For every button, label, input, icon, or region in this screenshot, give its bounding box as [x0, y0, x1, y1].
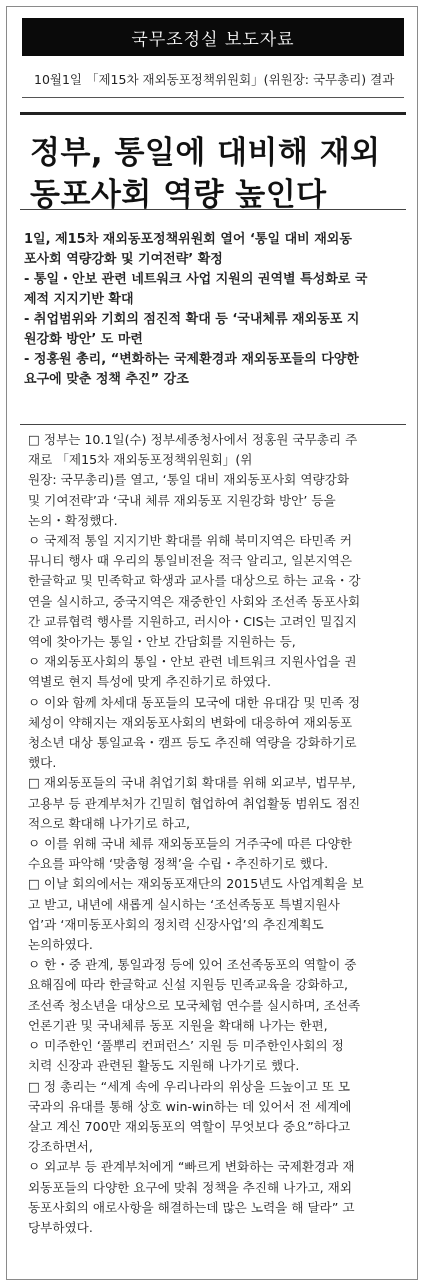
summary-line: 요구에 맞춘 정책 추진” 강조 [24, 372, 189, 387]
body-line: 체성이 약해지는 재외동포사회의 변화에 대응하여 재외동포 [28, 714, 353, 730]
body-line: 논의하였다. [28, 937, 93, 953]
body-line: ㅇ 외교부 등 관계부처에게 “빠르게 변화하는 국제환경과 재 [28, 1159, 355, 1175]
body-line: 역별로 현지 특성에 맞게 추진하기로 하였다. [28, 674, 271, 690]
body-line: 원장: 국무총리)를 열고, ‘통일 대비 재외동포사회 역량강화 [28, 472, 349, 488]
summary-divider [20, 424, 406, 425]
summary-line: 원강화 방안’ 도 마련 [24, 332, 143, 347]
body-line: 청소년 대상 통일교육・캠프 등도 추진해 역량을 강화하기로 [28, 735, 357, 751]
event-subtitle-text: 10월1일 「제15차 재외동포정책위원회」(위원장: 국무총리) 결과 [34, 71, 395, 87]
body-line: 외동포들의 다양한 요구에 맞춰 정책을 추진해 나가고, 재외 [28, 1179, 352, 1195]
body-line: ㅇ 재외동포사회의 통일・안보 관련 네트워크 지원사업을 권 [28, 654, 357, 670]
event-subtitle [22, 60, 404, 98]
body-line: 뮤니티 행사 때 우리의 통일비전을 적극 알리고, 일본지역은 [28, 553, 352, 569]
body-line: 및 기여전략’과 ‘국내 체류 재외동포 지원강화 방안’ 등을 [28, 492, 336, 508]
body-line: 수요를 파악해 ‘맞춤형 정책’을 수립・추진하기로 했다. [28, 856, 329, 872]
body-line: □ 정부는 10.1일(수) 정부세종청사에서 정홍원 국무총리 주 [28, 432, 358, 447]
body-line: ㅇ 한・중 관계, 통일과정 등에 있어 조선족동포의 역할이 중 [28, 957, 357, 973]
body-line: 당부하였다. [28, 1219, 93, 1235]
body-line: 업’과 ‘재미동포사회의 정치력 신장사업’의 추진계획도 [28, 916, 324, 932]
headline-box [20, 112, 406, 213]
body-line: ㅇ 이를 위해 국내 체류 재외동포들의 거주국에 따른 다양한 [28, 836, 352, 852]
summary-line: - 통일・안보 관련 네트워크 사업 지원의 권역별 특성화로 국 [24, 272, 368, 287]
body-line: 간 교류협력 행사를 지원하고, 러시아・CIS는 고려인 밀집지 [28, 613, 357, 629]
body-line: 적으로 확대해 나가기로 하고, [28, 815, 190, 831]
summary-line: - 취업범위와 기회의 점진적 확대 등 ‘국내체류 재외동포 지 [24, 312, 360, 327]
body-line: □ 이날 회의에서는 재외동포재단의 2015년도 사업계획을 보 [28, 876, 364, 892]
summary-line: 포사회 역량강화 및 기여전략’ 확정 [24, 252, 223, 267]
body-line: 언론기관 및 국내체류 동포 지원을 확대해 나가는 한편, [28, 1017, 328, 1033]
body-line: □ 정 총리는 “세계 속에 우리나라의 위상을 드높이고 또 모 [28, 1078, 351, 1094]
body-line: 고 받고, 내년에 새롭게 실시하는 ‘조선족동포 특별지원사 [28, 896, 340, 912]
body-line: 한글학교 및 민족학교 학생과 교사를 대상으로 하는 교육・강 [28, 573, 361, 589]
press-release-banner [22, 18, 404, 56]
body-text [28, 430, 408, 1238]
body-line: 국과의 유대를 통해 상호 win-win하는 데 있어서 전 세계에 [28, 1098, 352, 1114]
body-line: 요해짐에 따라 한글학교 신설 지원등 민족교육을 강화하고, [28, 977, 348, 993]
summary-line: 1일, 제15차 재외동포정책위원회 열어 ‘통일 대비 재외동 [24, 232, 352, 247]
summary-block [24, 230, 404, 390]
body-line: □ 재외동포들의 국내 취업기회 확대를 위해 외교부, 법무부, [28, 775, 356, 791]
headline-line-2: 동포사회 역량 높인다 [30, 177, 327, 213]
body-line: ㅇ 미주한인 ‘풀뿌리 컨퍼런스’ 지원 등 미주한인사회의 정 [28, 1038, 344, 1054]
summary-line: - 정홍원 총리, “변화하는 국제환경과 재외동포들의 다양한 [24, 352, 359, 367]
banner-title: 국무조정실 보도자료 [131, 29, 295, 50]
body-line: 재로 「제15차 재외동포정책위원회」(위 [28, 452, 253, 468]
body-line: 고용부 등 관계부처가 긴밀히 협업하여 취업활동 범위도 점진 [28, 795, 361, 811]
body-line: 논의・확정했다. [28, 512, 118, 528]
body-line: 연을 실시하고, 중국지역은 재중한인 사회와 조선족 동포사회 [28, 593, 361, 609]
body-line: 역에 찾아가는 통일・안보 간담회를 지원하는 등, [28, 634, 296, 650]
body-line: ㅇ 이와 함께 차세대 동포들의 모국에 대한 유대감 및 민족 정 [28, 694, 361, 710]
body-line: ㅇ 국제적 통일 지지기반 확대를 위해 북미지역은 타민족 커 [28, 533, 352, 549]
headline-line-1: 정부, 통일에 대비해 재외 [30, 135, 381, 171]
body-line: 동포사회의 애로사항을 해결하는데 많은 노력을 해 달라” 고 [28, 1199, 355, 1215]
body-line: 강조하면서, [28, 1139, 93, 1155]
body-line: 치력 신장과 관련된 활동도 지원해 나가기로 했다. [28, 1058, 300, 1074]
body-line: 했다. [28, 755, 57, 771]
body-line: 살고 계신 700만 재외동포의 역할이 무엇보다 중요”하다고 [28, 1118, 351, 1134]
summary-line: 제적 지지기반 확대 [24, 292, 134, 307]
body-line: 조선족 청소년을 대상으로 모국체험 연수를 실시하며, 조선족 [28, 997, 361, 1013]
